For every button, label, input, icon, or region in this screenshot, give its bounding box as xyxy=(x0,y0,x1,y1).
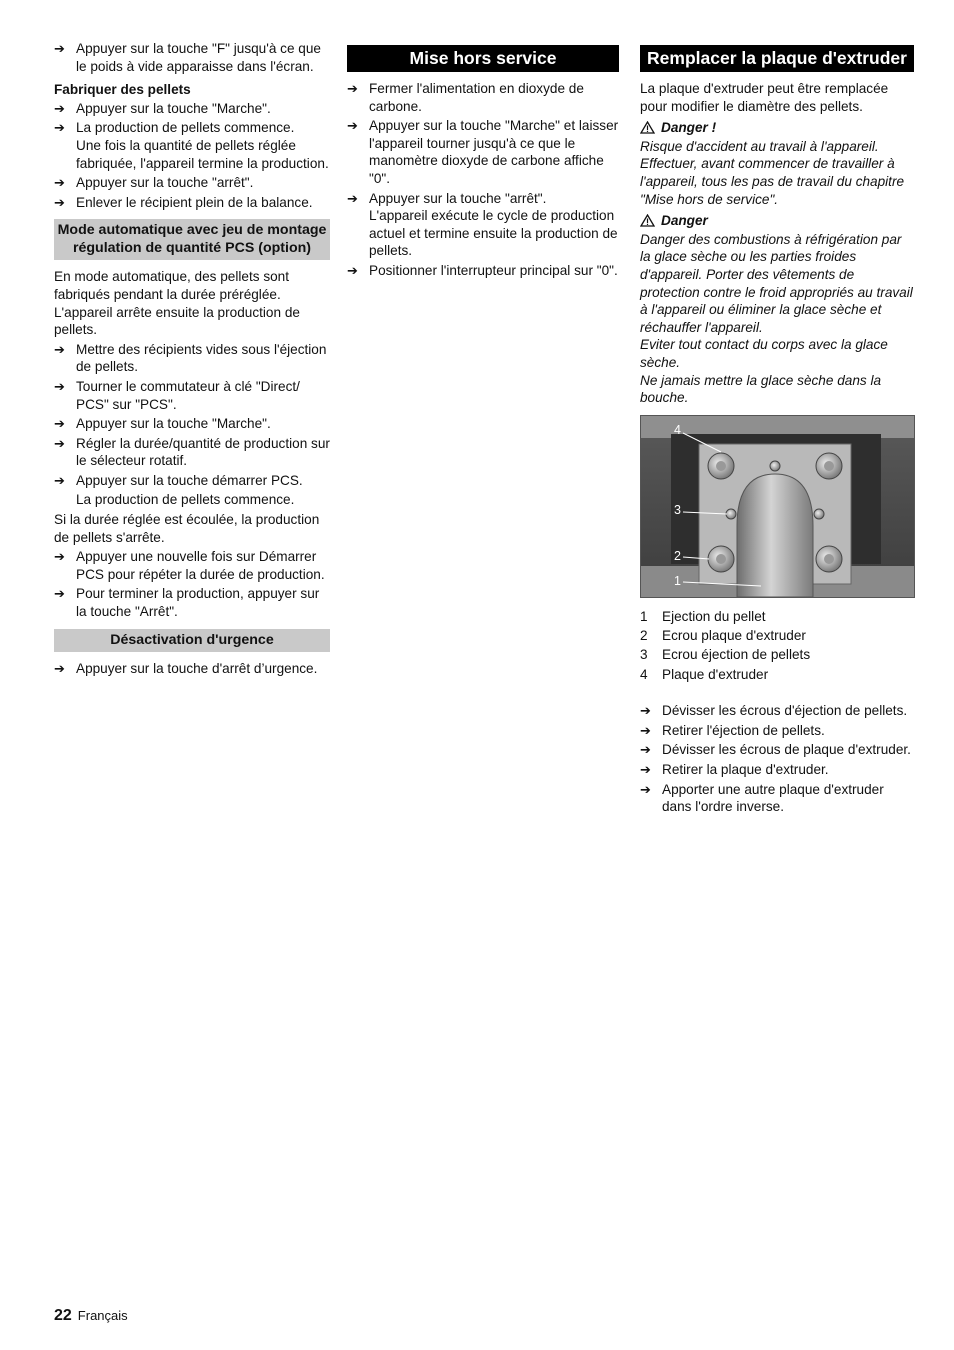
arrow-right-icon: ➔ xyxy=(347,262,358,278)
section-subtitle: Fabriquer des pellets xyxy=(54,82,191,98)
legend-item: 2 Ecrou plaque d'extruder xyxy=(640,628,806,644)
legend-item: 4 Plaque d'extruder xyxy=(640,666,769,682)
callout-label: 4 xyxy=(674,422,681,437)
section-heading-auto: Mode automatique avec jeu de montage régulation de quantité PCS (option) xyxy=(54,219,330,260)
column-middle xyxy=(347,40,619,282)
arrow-right-icon: ➔ xyxy=(54,194,65,210)
danger-heading: Danger ! xyxy=(640,119,914,137)
callout-label: 2 xyxy=(674,548,681,563)
step-item: ➔ Dévisser les écrous de plaque d'extruder. xyxy=(640,742,911,758)
arrow-right-icon: ➔ xyxy=(54,120,65,136)
section-heading-remplacer: Remplacer la plaque d'extruder xyxy=(640,45,914,72)
section-heading-mise-hors-service: Mise hors service xyxy=(347,45,619,72)
column-right xyxy=(640,40,914,818)
legend-item: 1 Ejection du pellet xyxy=(640,608,766,624)
extruder-photo xyxy=(640,415,915,598)
arrow-right-icon: ➔ xyxy=(54,416,65,432)
warning-triangle-icon xyxy=(640,121,655,134)
paragraph: Si la durée réglée est écoulée, la production de pellets s'arrête. xyxy=(54,512,320,545)
danger-text: Danger des combustions à réfrigération par la glace sèche ou les parties froides d'appareil. Porter des vêtements de protection contre le froid appropriés au travail à l'appareil ou éliminer la glace sèche et réchauffer l'appareil. xyxy=(640,231,913,335)
arrow-right-icon: ➔ xyxy=(54,175,65,191)
step-item: ➔ Appuyer sur la touche "arrêt". xyxy=(54,175,254,191)
arrow-right-icon: ➔ xyxy=(54,660,65,676)
arrow-right-icon: ➔ xyxy=(54,549,65,565)
footer-language: Français xyxy=(77,1308,128,1323)
danger-text: Eviter tout contact du corps avec la glace sèche. xyxy=(640,337,888,370)
paragraph: La plaque d'extruder peut être remplacée pour modifier le diamètre des pellets. xyxy=(640,81,889,114)
step-item: ➔ Tourner le commutateur à clé "Direct/ PCS" sur "PCS". xyxy=(54,378,300,412)
step-continuation: La production de pellets commence. xyxy=(76,492,295,508)
extruder-photo-drawing xyxy=(641,416,914,597)
callout-label: 3 xyxy=(674,502,681,517)
step-item: ➔ Appuyer sur la touche "F" jusqu'à ce que le poids à vide apparaisse dans l'écran. xyxy=(54,41,321,74)
arrow-right-icon: ➔ xyxy=(640,762,651,778)
step-item: ➔ La production de pellets commence. xyxy=(54,120,295,136)
intro-steps xyxy=(54,40,330,75)
step-item: ➔ Appuyer sur la touche d'arrêt d’urgence. xyxy=(54,660,318,676)
arrow-right-icon: ➔ xyxy=(640,703,651,719)
arrow-right-icon: ➔ xyxy=(54,435,65,451)
arrow-right-icon: ➔ xyxy=(347,118,358,134)
paragraph: En mode automatique, des pellets sont fabriqués pendant la durée préréglée. L'appareil arrête ensuite la production de pellets. xyxy=(54,269,300,338)
arrow-right-icon: ➔ xyxy=(347,81,358,96)
arrow-right-icon: ➔ xyxy=(54,341,65,357)
arrow-right-icon: ➔ xyxy=(54,41,65,56)
warning-triangle-icon xyxy=(640,214,655,227)
legend-item: 3 Ecrou éjection de pellets xyxy=(640,647,811,663)
step-item: ➔ Retirer l'éjection de pellets. xyxy=(640,722,825,738)
danger-text: Risque d'accident au travail à l'appareil. Effectuer, avant commencer de travailler à l'appareil, tous les pas de travail du chapitre "Mise hors de service". xyxy=(640,138,905,207)
arrow-right-icon: ➔ xyxy=(347,190,358,206)
arrow-right-icon: ➔ xyxy=(640,781,651,797)
step-item: ➔ Appuyer sur la touche "arrêt". xyxy=(347,190,547,206)
step-item: ➔ Pour terminer la production, appuyer sur la touche "Arrêt". xyxy=(54,586,320,620)
danger-heading: Danger xyxy=(640,212,914,230)
arrow-right-icon: ➔ xyxy=(54,472,65,488)
arrow-right-icon: ➔ xyxy=(54,378,65,394)
step-item: ➔ Appuyer sur la touche "Marche". xyxy=(54,100,271,116)
danger-text: Ne jamais mettre la glace sèche dans la bouche. xyxy=(640,372,882,406)
callout-label: 1 xyxy=(674,573,681,588)
step-item: ➔ Positionner l'interrupteur principal sur "0". xyxy=(347,262,618,278)
step-item: ➔ Mettre des récipients vides sous l'éjection de pellets. xyxy=(54,341,327,375)
step-item: ➔ Fermer l'alimentation en dioxyde de carbone. xyxy=(347,81,584,114)
page-footer xyxy=(54,1307,128,1325)
step-item: ➔ Appuyer une nouvelle fois sur Démarrer PCS pour répéter la durée de production. xyxy=(54,549,325,582)
arrow-right-icon: ➔ xyxy=(54,586,65,602)
step-item: ➔ Appuyer sur la touche "Marche". xyxy=(54,416,271,432)
arrow-right-icon: ➔ xyxy=(54,100,65,116)
page-number: 22 xyxy=(54,1307,72,1324)
step-continuation: Une fois la quantité de pellets réglée fabriquée, l'appareil termine la production. xyxy=(76,137,329,171)
column-left xyxy=(54,40,330,679)
figure-legend xyxy=(640,608,914,684)
step-item: ➔ Apporter une autre plaque d'extruder dans l'ordre inverse. xyxy=(640,781,884,815)
step-item: ➔ Enlever le récipient plein de la balance. xyxy=(54,194,313,210)
step-item: ➔ Appuyer sur la touche "Marche" et laisser l'appareil tourner jusqu'à ce que le manomètre dioxyde de carbone affiche "0". xyxy=(347,118,619,186)
step-item: ➔ Régler la durée/quantité de production sur le sélecteur rotatif. xyxy=(54,435,330,469)
arrow-right-icon: ➔ xyxy=(640,722,651,738)
step-item: ➔ Appuyer sur la touche démarrer PCS. xyxy=(54,472,303,488)
step-continuation: L'appareil exécute le cycle de production actuel et termine ensuite la production de pellets. xyxy=(369,208,618,259)
section-heading-urgence: Désactivation d'urgence xyxy=(54,629,330,652)
arrow-right-icon: ➔ xyxy=(640,742,651,758)
step-item: ➔ Retirer la plaque d'extruder. xyxy=(640,762,829,778)
step-item: ➔ Dévisser les écrous d'éjection de pellets. xyxy=(640,703,908,719)
